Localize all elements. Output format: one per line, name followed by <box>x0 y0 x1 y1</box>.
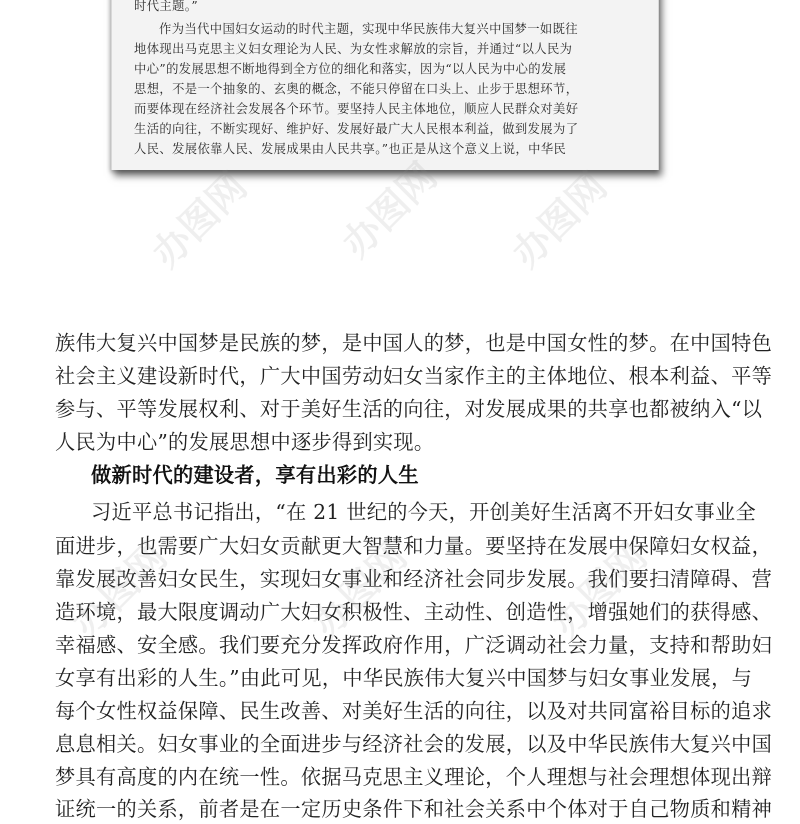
body-text-line: 人民为中心”的发展思想中逐步得到实现。 <box>55 430 435 454</box>
body-text-line: 习近平总书记指出，“在 21 世纪的今天，开创美好生活离不开妇女事业全 <box>91 500 756 524</box>
photo-text-line: 思想，不是一个抽象的、玄奥的概念，不能只停留在口头上、止步于思想环节， <box>134 82 579 96</box>
body-text-line: 面进步，也需要广大妇女贡献更大智慧和力量。要坚持在发展中保障妇女权益， <box>55 534 773 558</box>
photo-text-line: 时代主题。” <box>134 0 199 13</box>
body-text-line: 造环境，最大限度调动广大妇女积极性、主动性、创造性，增强她们的获得感、 <box>55 600 773 624</box>
photo-text-line: 中心”的发展思想不断地得到全方位的细化和落实，因为“以人民为中心的发展 <box>134 62 567 76</box>
watermark: 办图网 <box>143 164 256 276</box>
body-text-line: 女享有出彩的人生。”由此可见，中华民族伟大复兴中国梦与妇女事业发展，与 <box>55 666 753 690</box>
photo-text-line: 作为当代中国妇女运动的时代主题，实现中华民族伟大复兴中国梦一如既往 <box>159 22 578 36</box>
photographed-book-page <box>111 0 659 170</box>
watermark: 办图网 <box>303 534 416 646</box>
body-text-line: 靠发展改善妇女民生，实现妇女事业和经济社会同步发展。我们要扫清障碍、营 <box>55 567 773 591</box>
watermark: 办图网 <box>503 164 616 276</box>
body-text-line: 息息相关。妇女事业的全面进步与经济社会的发展，以及中华民族伟大复兴中国 <box>55 732 773 756</box>
photo-text-line: 地体现出马克思主义妇女理论为人民、为女性求解放的宗旨，并通过“以人民为 <box>134 42 573 56</box>
body-text-line: 参与、平等发展权利、对于美好生活的向往，对发展成果的共享也都被纳入“以 <box>55 397 763 421</box>
body-text-line: 幸福感、安全感。我们要充分发挥政府作用，广泛调动社会力量，支持和帮助妇 <box>55 633 773 657</box>
body-text-line: 族伟大复兴中国梦是民族的梦，是中国人的梦，也是中国女性的梦。在中国特色 <box>55 331 773 355</box>
body-text-line: 社会主义建设新时代，广大中国劳动妇女当家作主的主体地位、根本利益、平等 <box>55 364 773 388</box>
section-heading: 做新时代的建设者，享有出彩的人生 <box>91 463 419 487</box>
body-text-line: 每个女性权益保障、民生改善、对美好生活的向往，以及对共同富裕目标的追求 <box>55 699 773 723</box>
watermark: 办图网 <box>63 534 176 646</box>
photo-text-line: 而要体现在经济社会发展各个环节。要坚持人民主体地位，顺应人民群众对美好 <box>134 102 579 116</box>
watermark: 办图网 <box>543 534 656 646</box>
body-text-line: 证统一的关系，前者是在一定历史条件下和社会关系中个体对于自己物质和精神 <box>55 797 773 821</box>
watermark: 办图网 <box>333 154 446 266</box>
photo-text-line: 生活的向往，不断实现好、维护好、发展好最广大人民根本利益，做到发展为了 <box>134 122 579 136</box>
photo-text-line: 人民、发展依靠人民、发展成果由人民共享。”也正是从这个意义上说，中华民 <box>134 142 567 156</box>
body-text-line: 梦具有高度的内在统一性。依据马克思主义理论，个人理想与社会理想体现出辩 <box>55 765 773 789</box>
